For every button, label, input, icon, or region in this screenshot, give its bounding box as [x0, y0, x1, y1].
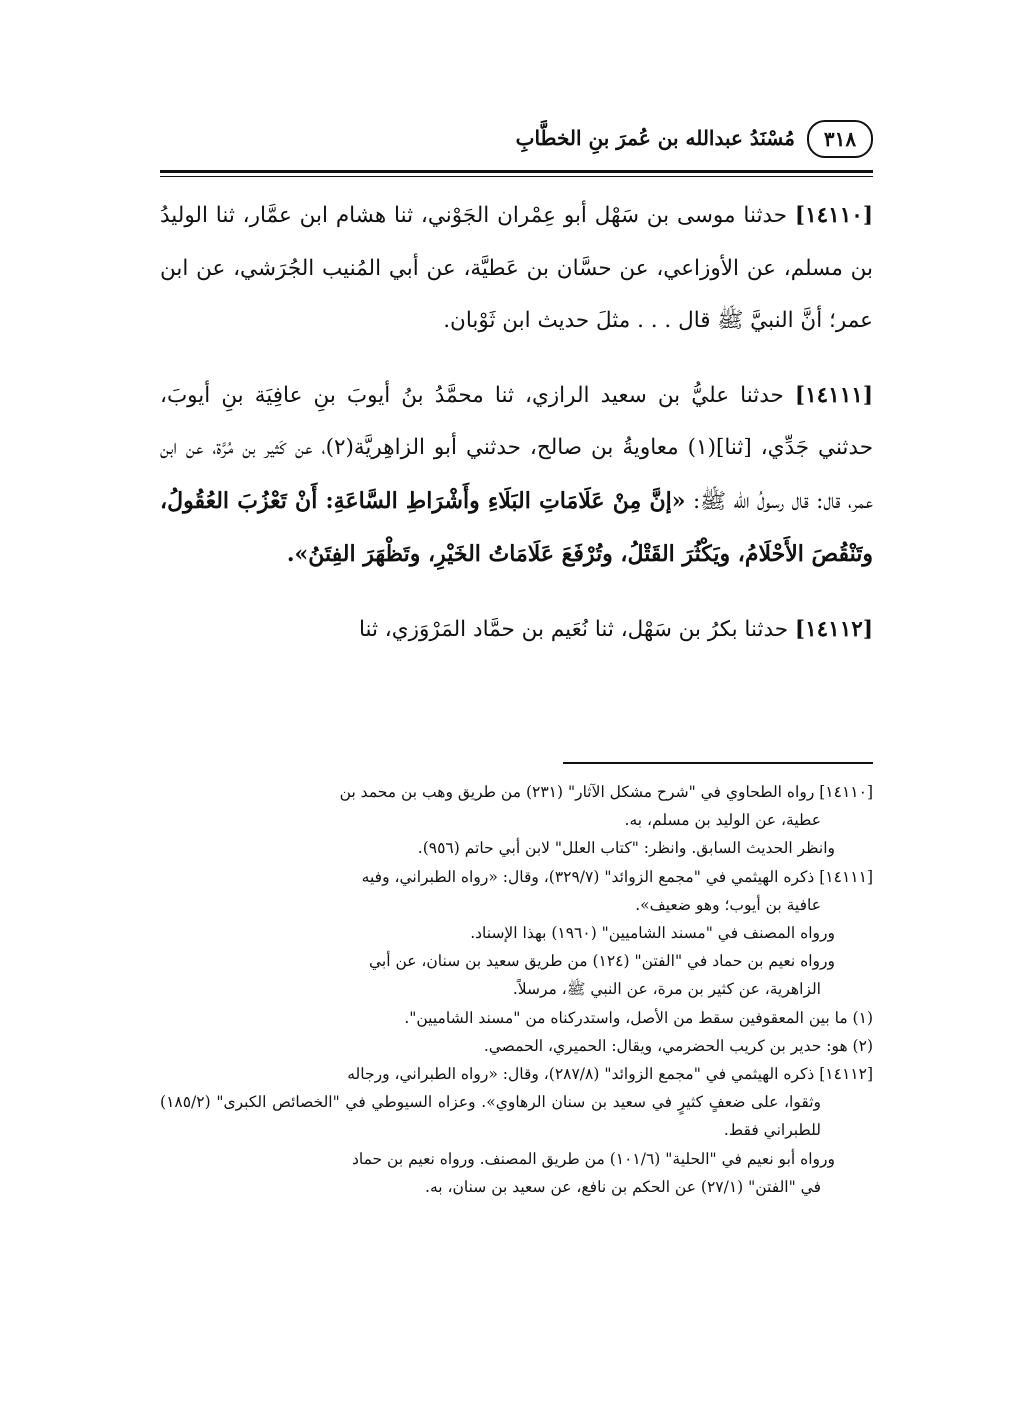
takhrij-14110: [١٤١١٠] رواه الطحاوي في "شرح مشكل الآثار" (٢٣١) من طريق وهب بن محمد بن	[339, 783, 873, 801]
main-text	[160, 190, 873, 656]
hadith-14111	[160, 370, 873, 582]
header-rule-thin	[160, 176, 873, 177]
takhrij-14112-extra-cont: في "الفتن" (٢٧/١) عن الحكم بن نافع، عن سعيد بن سنان، به.	[425, 1177, 821, 1196]
hadith-14112	[160, 604, 873, 657]
hadith-number: [١٤١١٠]	[794, 203, 873, 228]
footnote-1: (١) ما بين المعقوفين سقط من الأصل، واستدركناه من "مسند الشاميين".	[404, 1008, 873, 1027]
takhrij-14112-extra: ورواه أبو نعيم في "الحلية" (١٠١/٦) من طريق المصنف. ورواه نعيم بن حماد	[351, 1149, 835, 1168]
hadith-number: [١٤١١١]	[794, 382, 873, 408]
hadith-text: حدثنا موسى بن سَهْل أبو عِمْران الجَوْني، ثنا هشام ابن عمَّار، ثنا الوليدُ بن مسلم، عن الأوزاعي، عن حسَّان بن عَطيَّة، عن أبي المُنيب الجُرَشي، عن ابن عمر؛ أنَّ النبيَّ ﷺ قال . . . مثلَ حديث ابن ثَوْبان.	[160, 203, 873, 333]
takhrij-14112-cont: وثقوا، على ضعفٍ كثيرٍ في سعيد بن سنان الرهاوي». وعزاه السيوطي في "الخصائص الكبرى" (١٨٥/٢) للطبراني فقط.	[160, 1093, 821, 1140]
takhrij-14111-extra: ورواه المصنف في "مسند الشاميين" (١٩٦٠) بهذا الإسناد.	[470, 924, 835, 943]
takhrij-14110-extra: وانظر الحديث السابق. وانظر: "كتاب العلل" لابن أبي حاتم (٩٥٦).	[417, 839, 835, 858]
running-title: مُسْنَدُ عبدالله بن عُمرَ بنِ الخطَّابِ	[515, 126, 795, 150]
hadith-number: [١٤١١٢]	[794, 616, 873, 642]
header-rule	[160, 170, 873, 173]
hadith-text: حدثنا عليُّ بن سعيد الرازي، ثنا محمَّدُ بنُ أيوبَ بنِ عافِيَة بنِ أيوبَ، حدثني جَدِّي، [ثنا](١) معاويةُ بن صالح، حدثني أبو الزاهِريَّة(٢)، عن كَثير بن مُرَّة، عن ابن عمر، قال: قال رسولُ الله ﷺ:	[160, 382, 873, 514]
hadith-matn: «إنَّ مِنْ عَلَامَاتِ البَلَاءِ وأَشْرَاطِ السَّاعَةِ: أَنْ تَعْزُبَ العُقُولُ، وتَنْقُصَ الأَحْلَامُ، ويَكْثُرَ القَتْلُ، وتُرْفَعَ عَلَامَاتُ الخَيْرِ، وتَظْهَرَ الفِتَنُ».	[160, 487, 873, 567]
hadith-text: حدثنا بكرُ بن سَهْل، ثنا نُعَيم بن حمَّاد المَرْوَزي، ثنا	[358, 616, 789, 642]
page-number: ٣١٨	[807, 120, 873, 158]
takhrij-14112: [١٤١١٢] ذكره الهيثمي في "مجمع الزوائد" (٢٨٧/٨)، وقال: «رواه الطبراني، ورجاله	[347, 1065, 873, 1084]
page-header	[160, 112, 873, 166]
takhrij-14111-extra-2: ورواه نعيم بن حماد في "الفتن" (١٢٤) من طريق سعيد بن سنان، عن أبي	[368, 952, 835, 971]
takhrij-14110-cont: عطية، عن الوليد بن مسلم، به.	[624, 811, 821, 830]
footnotes	[160, 778, 873, 1201]
takhrij-14111-extra-2-cont: الزاهرية، عن كثير بن مرة، عن النبي ﷺ، مرسلاً.	[512, 980, 821, 999]
footnote-2: (٢) هو: حدير بن كريب الحضرمي، ويقال: الحميري، الحمصي.	[483, 1036, 873, 1055]
takhrij-14111: [١٤١١١] ذكره الهيثمي في "مجمع الزوائد" (٣٢٩/٧)، وقال: «رواه الطبراني، وفيه	[361, 867, 873, 886]
footnote-separator	[563, 762, 873, 764]
hadith-14110	[160, 190, 873, 348]
takhrij-14111-cont: عافية بن أيوب؛ وهو ضعيف».	[635, 895, 821, 914]
